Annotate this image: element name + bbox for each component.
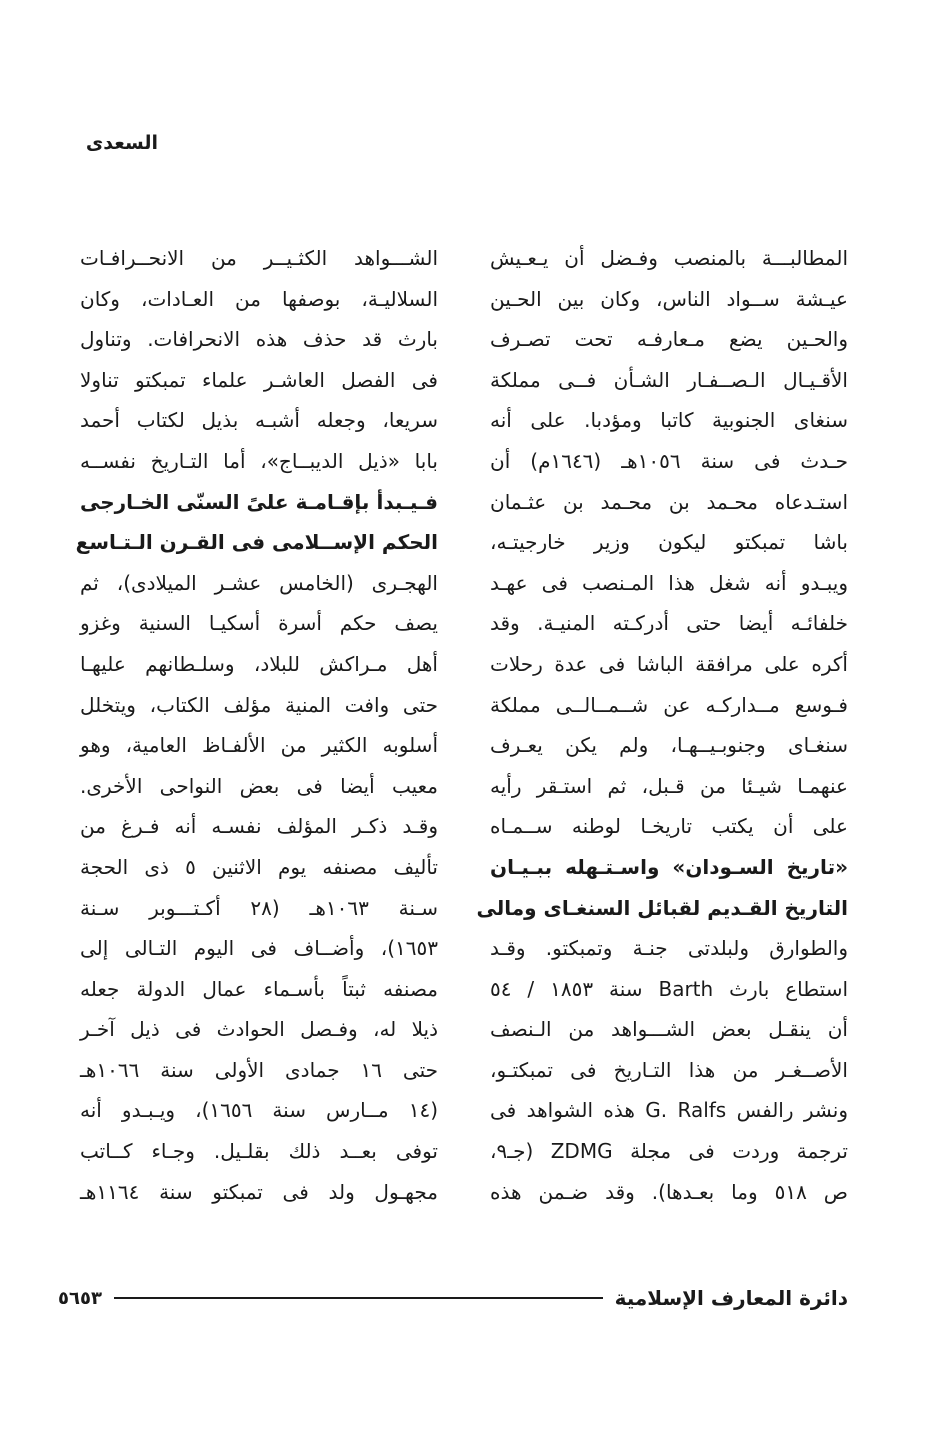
text-line: ترجمة وردت فى مجلة ZDMG (جـ٩،: [490, 1139, 848, 1164]
page-footer: [58, 1283, 848, 1313]
text-line: الحكم الإســلامى فى القـرن الـتـاسع: [75, 530, 438, 555]
text-line: معيب أيضا فى بعض النواحى الأخرى.: [80, 773, 438, 798]
text-line: حـدث فى سنة ١٠٥٦هـ (١٦٤٦م) أن: [490, 448, 848, 473]
text-line: (١٤ مــارس سنة ١٦٥٦)، ويـبـدو أنه: [80, 1098, 438, 1123]
running-header: السعدى: [85, 132, 158, 154]
text-line: الهجـرى (الخامس عشـر الميلادى)، ثم: [80, 570, 438, 595]
text-line: بارث قد حذف هذه الانحرافات. وتناول: [80, 327, 438, 352]
text-line: الأقـيـال الـصــفـار الشـأن فــى مملكة: [490, 367, 848, 392]
text-line: أهل مـراكش للبلاد، وسلـطانهم عليهـا: [80, 651, 438, 676]
text-line: حتى ١٦ جمادى الأولى سنة ١٠٦٦هـ: [80, 1057, 438, 1082]
text-line: تأليف مصنفه يوم الاثنين ٥ ذى الحجة: [80, 854, 438, 879]
text-line: على أن يكتب تاريخـا لوطنه ســمـاه: [490, 814, 848, 839]
text-line: سريعا، وجعله أشبـه بذيل لكتاب أحمد: [80, 408, 438, 433]
text-line: حتى وافت المنية مؤلف الكتاب، ويتخلل: [80, 692, 438, 717]
text-line: سنغاى الجنوبية كاتبا ومؤدبا. على أنه: [490, 408, 848, 433]
text-line: استطاع بارث Barth سنة ١٨٥٣ / ٥٤: [490, 976, 849, 1001]
text-line: عيـشة ســواد الناس، وكان بين الحـين: [490, 286, 848, 311]
text-line: أكره على مرافقة الباشا فى عدة رحلات: [490, 651, 848, 676]
text-line: سـنة ١٠٦٣هـ (٢٨ أكـتـــوبر سـنة: [80, 895, 438, 920]
text-line: والطوارق ولبلدتى جنـة وتمبكتو. وقـد: [490, 936, 848, 961]
text-column-right: [476, 238, 849, 1212]
text-line: فى الفصل العاشـر علماء تمبكتو تناولا: [80, 367, 438, 392]
text-line: باشا تمبكتو ليكون وزير خارجيتـه،: [490, 530, 848, 555]
text-line: المطالبـــة بالمنصب وفـضل أن يـعـيش: [490, 246, 848, 270]
text-line: ص ٥١٨ وما بعـدها). وقد ضـمن هذه: [490, 1179, 848, 1204]
text-line: أن ينقـل بعض الشـــواهد من الـنصف: [490, 1017, 848, 1042]
text-line: مصنفه ثبتاً بأسـماء عمال الدولة جعله: [80, 976, 438, 1001]
footer-title: دائرة المعارف الإسلامية: [614, 1286, 848, 1310]
text-line: الأصــغـر من هذا التـاريخ فى تمبكتـو،: [490, 1057, 848, 1082]
text-line: خلفائـه أيضا حتى أدركـته المنيـة. وقد: [490, 611, 848, 636]
text-line: ونشر رالفس G. Ralfs هذه الشواهد فى: [490, 1098, 848, 1123]
text-line: فـيـبدأ بإقـامـة علىً السنّى الخـارجى: [80, 489, 438, 514]
text-column-left: [75, 238, 438, 1212]
text-line: «تاريخ السـودان» واسـتـهله ببـيـان: [490, 854, 848, 879]
text-line: وقـد ذكـر المؤلف نفسـه أنه فـرغ من: [80, 814, 438, 839]
text-line: عنهمـا شيـئا من قـبل، ثم استـقر رأيه: [490, 773, 848, 798]
text-line: ١٦٥٣)، وأضــاف فى اليوم التـالى إلى: [80, 936, 438, 961]
text-line: ويبـدو أنه شغل هذا المـنصب فى عهـد: [490, 570, 848, 595]
page-number: ٥٦٥٣: [58, 1287, 102, 1309]
text-line: والحـين يضع مـعارفـه تحت تصـرف: [490, 327, 848, 352]
text-line: أسلوبه الكثير من الألفـاظ العامية، وهو: [80, 733, 438, 758]
text-line: الشـــواهد الكثـيــر من الانحــرافـات: [80, 246, 438, 270]
text-line: مجهـول ولد فى تمبكتو سنة ١١٦٤هـ: [80, 1179, 438, 1204]
text-line: يصف حكم أسرة أسكيـا السنية وغزو: [80, 611, 438, 636]
text-line: التاريخ القـديم لقبائل السنغـاى ومالى: [476, 895, 848, 920]
text-line: السلاليـة، بوصفها من العـادات، وكان: [80, 286, 438, 311]
text-line: ذيلا له، وفـصل الحوادث فى ذيل آخـر: [80, 1017, 438, 1042]
footer-rule: [114, 1297, 603, 1299]
text-line: سنغـاى وجنوبـيــهـا، ولم يكن يعـرف: [490, 733, 848, 758]
text-line: بابا «ذيل الديبــاج»، أما التـاريخ نفســه: [80, 448, 438, 473]
text-line: توفى بعــد ذلك بقلـيل. وجـاء كــاتب: [80, 1139, 438, 1164]
text-line: استـدعاه محـمد بن محـمد بن عثـمان: [490, 489, 848, 514]
text-line: فـوسع مــداركـه عن شــمــالــى مملكة: [490, 692, 848, 717]
